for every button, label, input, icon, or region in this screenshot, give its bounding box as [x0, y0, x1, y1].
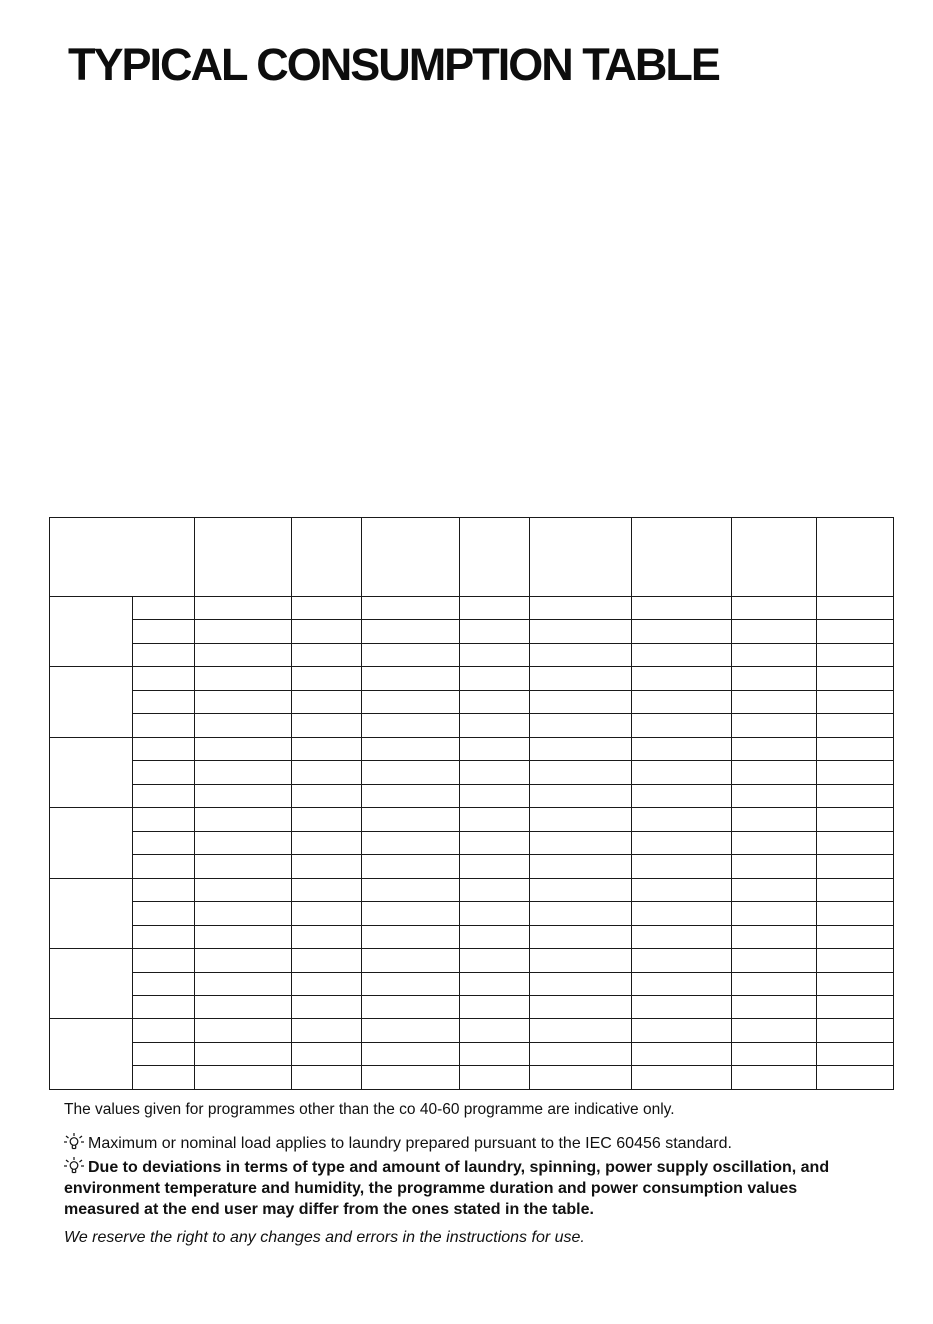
table-cell	[362, 714, 460, 737]
header-cell	[817, 518, 894, 597]
table-cell	[732, 1042, 817, 1065]
table-cell	[460, 925, 530, 948]
table-cell	[460, 690, 530, 713]
table-cell	[632, 1042, 732, 1065]
table-cell	[133, 597, 195, 620]
table-cell	[530, 620, 632, 643]
nominal-load-text: Maximum or nominal load applies to laundry prepared pursuant to the IEC 60456 standard.	[88, 1135, 732, 1152]
table-cell	[732, 878, 817, 901]
table-cell	[460, 643, 530, 666]
table-cell	[530, 643, 632, 666]
table-cell	[530, 972, 632, 995]
table-cell	[732, 995, 817, 1018]
table-cell	[632, 1066, 732, 1090]
table-cell	[732, 925, 817, 948]
table-cell	[133, 1019, 195, 1042]
table-cell	[460, 1042, 530, 1065]
table-cell	[362, 761, 460, 784]
programme-group-cell	[50, 878, 133, 948]
table-cell	[632, 620, 732, 643]
table-row	[50, 667, 894, 690]
table-cell	[195, 737, 292, 760]
table-row	[50, 949, 894, 972]
table-cell	[817, 690, 894, 713]
table-cell	[133, 620, 195, 643]
table-cell	[817, 831, 894, 854]
table-cell	[292, 737, 362, 760]
header-cell	[632, 518, 732, 597]
table-cell	[632, 925, 732, 948]
table-cell	[732, 643, 817, 666]
table-cell	[732, 855, 817, 878]
table-cell	[732, 714, 817, 737]
table-cell	[460, 761, 530, 784]
table-cell	[362, 737, 460, 760]
table-cell	[732, 761, 817, 784]
header-cell	[732, 518, 817, 597]
table-row	[50, 597, 894, 620]
table-row	[50, 808, 894, 831]
table-cell	[460, 737, 530, 760]
table-cell	[530, 667, 632, 690]
table-cell	[732, 667, 817, 690]
table-cell	[817, 784, 894, 807]
table-cell	[460, 784, 530, 807]
table-cell	[362, 995, 460, 1018]
table-cell	[292, 620, 362, 643]
table-cell	[362, 690, 460, 713]
table-cell	[460, 995, 530, 1018]
table-cell	[292, 690, 362, 713]
table-cell	[292, 902, 362, 925]
table-cell	[362, 1042, 460, 1065]
table-cell	[530, 761, 632, 784]
table-cell	[530, 878, 632, 901]
table-row	[50, 925, 894, 948]
table-cell	[195, 949, 292, 972]
table-cell	[632, 949, 732, 972]
table-cell	[817, 878, 894, 901]
table-cell	[292, 1042, 362, 1065]
table-row	[50, 1019, 894, 1042]
table-cell	[292, 878, 362, 901]
table-cell	[817, 1066, 894, 1090]
table-cell	[530, 737, 632, 760]
table-cell	[292, 925, 362, 948]
table-cell	[530, 925, 632, 948]
consumption-table	[49, 517, 894, 1090]
table-cell	[292, 831, 362, 854]
table-cell	[362, 855, 460, 878]
table-cell	[817, 1042, 894, 1065]
table-cell	[362, 620, 460, 643]
table-cell	[133, 855, 195, 878]
table-cell	[292, 761, 362, 784]
table-cell	[460, 878, 530, 901]
table-cell	[195, 714, 292, 737]
table-cell	[530, 831, 632, 854]
table-cell	[530, 690, 632, 713]
table-cell	[195, 902, 292, 925]
table-row	[50, 737, 894, 760]
table-cell	[460, 902, 530, 925]
table-cell	[292, 1066, 362, 1090]
table-cell	[732, 972, 817, 995]
programme-group-cell	[50, 597, 133, 667]
table-cell	[817, 597, 894, 620]
table-cell	[732, 784, 817, 807]
table-cell	[195, 808, 292, 831]
nominal-load-note	[64, 1133, 732, 1153]
table-cell	[292, 667, 362, 690]
table-cell	[817, 995, 894, 1018]
table-cell	[362, 831, 460, 854]
table-cell	[133, 714, 195, 737]
header-cell	[195, 518, 292, 597]
table-cell	[362, 667, 460, 690]
table-cell	[292, 714, 362, 737]
table-cell	[133, 808, 195, 831]
consumption-table-wrapper	[49, 517, 893, 1090]
table-row	[50, 995, 894, 1018]
table-cell	[632, 643, 732, 666]
indicative-note: The values given for programmes other than the co 40-60 programme are indicative only.	[64, 1101, 675, 1118]
table-cell	[732, 620, 817, 643]
table-cell	[632, 902, 732, 925]
programme-group-cell	[50, 1019, 133, 1090]
table-cell	[632, 878, 732, 901]
table-cell	[195, 1019, 292, 1042]
table-cell	[817, 855, 894, 878]
table-cell	[195, 597, 292, 620]
table-cell	[732, 737, 817, 760]
deviations-note	[64, 1157, 864, 1220]
table-cell	[732, 831, 817, 854]
table-cell	[133, 690, 195, 713]
table-row	[50, 784, 894, 807]
table-cell	[292, 995, 362, 1018]
table-cell	[195, 995, 292, 1018]
deviations-text: Due to deviations in terms of type and amount of laundry, spinning, power supply oscillation, and environment temperature and humidity, the programme duration and power consumption values measured at the end user may differ from the ones stated in the table.	[64, 1159, 830, 1218]
table-cell	[133, 643, 195, 666]
table-cell	[632, 690, 732, 713]
table-cell	[133, 1042, 195, 1065]
table-cell	[530, 597, 632, 620]
table-cell	[460, 808, 530, 831]
table-cell	[195, 761, 292, 784]
table-cell	[817, 808, 894, 831]
table-cell	[292, 808, 362, 831]
table-cell	[460, 1019, 530, 1042]
table-cell	[817, 714, 894, 737]
header-cell	[460, 518, 530, 597]
table-cell	[530, 1066, 632, 1090]
table-cell	[817, 972, 894, 995]
table-cell	[460, 667, 530, 690]
table-cell	[195, 831, 292, 854]
table-cell	[362, 1066, 460, 1090]
table-cell	[195, 855, 292, 878]
table-cell	[292, 972, 362, 995]
table-cell	[362, 902, 460, 925]
lightbulb-icon	[64, 1133, 84, 1151]
table-row	[50, 831, 894, 854]
table-cell	[362, 643, 460, 666]
table-cell	[632, 1019, 732, 1042]
table-cell	[362, 808, 460, 831]
table-cell	[817, 643, 894, 666]
table-cell	[195, 878, 292, 901]
table-cell	[632, 831, 732, 854]
table-cell	[195, 972, 292, 995]
programme-group-cell	[50, 737, 133, 807]
table-cell	[362, 1019, 460, 1042]
table-cell	[195, 1066, 292, 1090]
table-cell	[133, 761, 195, 784]
table-cell	[195, 784, 292, 807]
table-cell	[632, 784, 732, 807]
table-cell	[530, 784, 632, 807]
table-cell	[817, 949, 894, 972]
table-cell	[632, 761, 732, 784]
table-row	[50, 855, 894, 878]
table-cell	[817, 1019, 894, 1042]
table-cell	[460, 714, 530, 737]
table-cell	[133, 925, 195, 948]
table-cell	[817, 620, 894, 643]
table-cell	[195, 620, 292, 643]
table-cell	[195, 643, 292, 666]
table-cell	[530, 714, 632, 737]
header-cell	[292, 518, 362, 597]
table-cell	[530, 808, 632, 831]
table-header-row	[50, 518, 894, 597]
table-cell	[632, 737, 732, 760]
header-cell	[362, 518, 460, 597]
table-cell	[460, 855, 530, 878]
table-cell	[817, 761, 894, 784]
table-cell	[732, 597, 817, 620]
header-cell	[530, 518, 632, 597]
programme-group-cell	[50, 667, 133, 737]
table-cell	[817, 902, 894, 925]
table-row	[50, 761, 894, 784]
table-cell	[460, 1066, 530, 1090]
table-cell	[632, 667, 732, 690]
programme-group-cell	[50, 949, 133, 1019]
table-cell	[732, 1066, 817, 1090]
table-cell	[292, 784, 362, 807]
table-cell	[362, 972, 460, 995]
table-cell	[732, 690, 817, 713]
table-cell	[817, 737, 894, 760]
table-cell	[732, 1019, 817, 1042]
table-cell	[530, 1042, 632, 1065]
table-cell	[133, 902, 195, 925]
table-cell	[732, 808, 817, 831]
table-cell	[632, 597, 732, 620]
table-row	[50, 620, 894, 643]
table-cell	[460, 620, 530, 643]
table-cell	[530, 1019, 632, 1042]
table-cell	[632, 808, 732, 831]
lightbulb-icon	[64, 1157, 84, 1175]
table-cell	[195, 925, 292, 948]
table-cell	[632, 714, 732, 737]
table-row	[50, 902, 894, 925]
table-cell	[530, 949, 632, 972]
table-cell	[362, 784, 460, 807]
page-title: TYPICAL CONSUMPTION TABLE	[68, 39, 719, 90]
table-row	[50, 1042, 894, 1065]
table-cell	[460, 597, 530, 620]
table-row	[50, 972, 894, 995]
table-cell	[362, 925, 460, 948]
table-cell	[460, 831, 530, 854]
table-cell	[133, 995, 195, 1018]
table-cell	[460, 972, 530, 995]
table-cell	[632, 972, 732, 995]
table-cell	[362, 597, 460, 620]
table-cell	[133, 784, 195, 807]
table-cell	[460, 949, 530, 972]
table-cell	[195, 1042, 292, 1065]
table-cell	[133, 878, 195, 901]
header-cell	[50, 518, 195, 597]
programme-group-cell	[50, 808, 133, 878]
table-cell	[362, 949, 460, 972]
table-cell	[530, 855, 632, 878]
table-cell	[817, 667, 894, 690]
page-footer-fragment	[0, 1318, 140, 1324]
table-cell	[133, 831, 195, 854]
table-cell	[133, 737, 195, 760]
table-cell	[632, 855, 732, 878]
table-row	[50, 643, 894, 666]
table-cell	[732, 902, 817, 925]
table-row	[50, 1066, 894, 1090]
table-cell	[292, 949, 362, 972]
table-cell	[292, 1019, 362, 1042]
table-cell	[362, 878, 460, 901]
table-cell	[292, 855, 362, 878]
table-cell	[133, 1066, 195, 1090]
table-cell	[195, 667, 292, 690]
table-cell	[133, 949, 195, 972]
reserve-note: We reserve the right to any changes and errors in the instructions for use.	[64, 1229, 585, 1246]
table-cell	[817, 925, 894, 948]
table-cell	[133, 972, 195, 995]
table-cell	[632, 995, 732, 1018]
table-cell	[530, 902, 632, 925]
table-cell	[133, 667, 195, 690]
table-cell	[292, 643, 362, 666]
table-cell	[292, 597, 362, 620]
table-row	[50, 690, 894, 713]
table-cell	[732, 949, 817, 972]
table-cell	[530, 995, 632, 1018]
table-cell	[195, 690, 292, 713]
table-row	[50, 714, 894, 737]
table-row	[50, 878, 894, 901]
